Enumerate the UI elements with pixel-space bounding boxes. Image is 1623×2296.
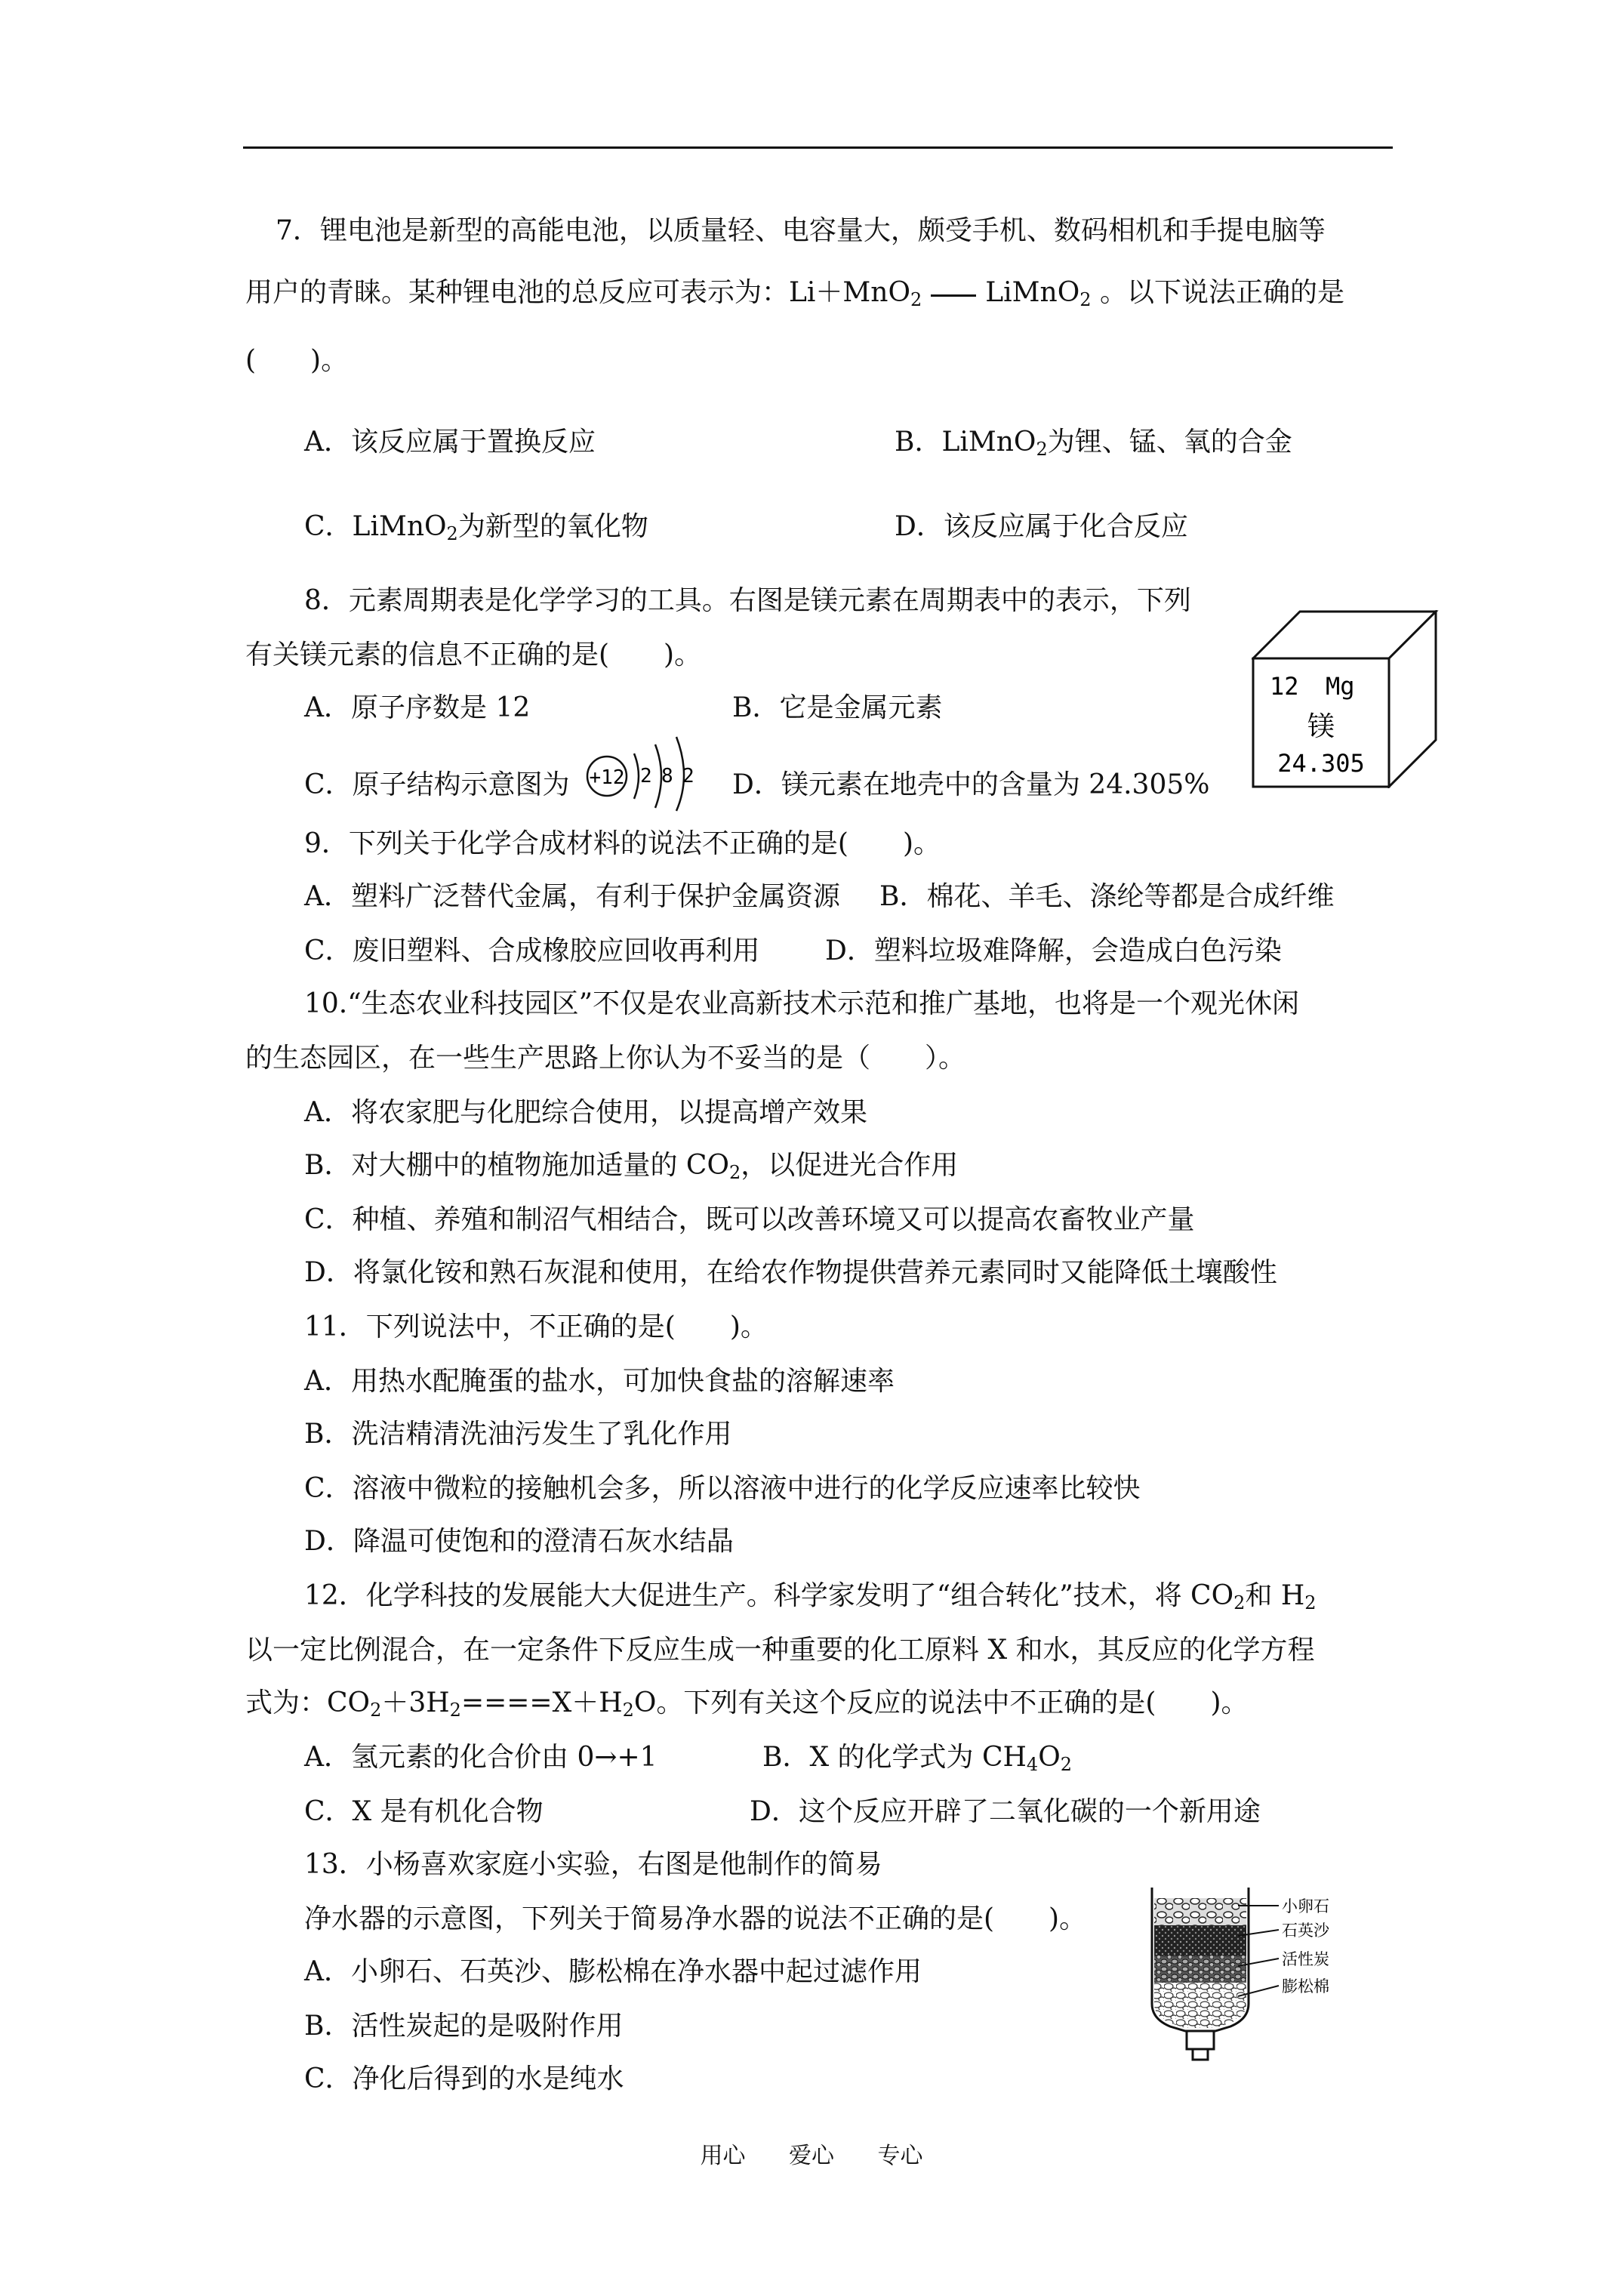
atom-structure-diagram bbox=[581, 729, 710, 812]
q9-option-a: A．塑料广泛替代金属，有利于保护金属资源 bbox=[304, 881, 840, 912]
shell-electrons-2: 8 bbox=[661, 765, 673, 787]
q7-option-c: C．LiMnO$_2$为新型的氧化物 bbox=[304, 511, 648, 544]
shell-electrons-1: 2 bbox=[640, 765, 652, 787]
q10-option-b: B．对大棚中的植物施加适量的 $CO_2$，以促进光合作用 bbox=[304, 1150, 959, 1183]
label-pebbles: 小卵石 bbox=[1282, 1897, 1329, 1915]
q9-option-b: B．棉花、羊毛、涤纶等都是合成纤维 bbox=[879, 881, 1335, 912]
header-rule bbox=[243, 146, 1393, 149]
q11-option-d: D．降温可使饱和的澄清石灰水结晶 bbox=[304, 1526, 734, 1557]
q7-line3: ( )。 bbox=[245, 345, 349, 376]
q8-option-d: D．镁元素在地壳中的含量为 24.305% bbox=[732, 769, 1210, 800]
q7-line2: 用户的青睐。某种锂电池的总反应可表示为：Li＋MnO$_2$ LiMnO$_2$ 。以下说法正确的是 bbox=[245, 277, 1344, 310]
nucleus-charge: +12 bbox=[589, 766, 625, 789]
q8-option-c: C．原子结构示意图为 bbox=[304, 769, 570, 800]
q9-option-c: C．废旧塑料、合成橡胶应回收再利用 bbox=[304, 935, 760, 966]
q11-option-c: C．溶液中微粒的接触机会多，所以溶液中进行的化学反应速率比较快 bbox=[304, 1473, 1141, 1504]
q11-option-b: B．洗洁精清洗油污发生了乳化作用 bbox=[304, 1419, 732, 1450]
q7-option-b: B．LiMnO$_2$为锂、锰、氧的合金 bbox=[895, 427, 1292, 460]
footer-text-1: 用心 bbox=[700, 2143, 746, 2169]
water-filter-diagram bbox=[1140, 1883, 1359, 2064]
sand-layer bbox=[1154, 1925, 1246, 1955]
q8-option-b: B．它是金属元素 bbox=[732, 692, 943, 723]
q12-line3: 式为：$CO_2+3H_2====X+H_2O$。下列有关这个反应的说法中不正确的是( )。 bbox=[245, 1687, 1249, 1721]
q7-option-d: D．该反应属于化合反应 bbox=[895, 511, 1188, 542]
equation-blank bbox=[931, 294, 976, 297]
q8-line1: 8．元素周期表是化学学习的工具。右图是镁元素在周期表中的表示，下列 bbox=[304, 585, 1191, 616]
q10-line2: 的生态园区，在一些生产思路上你认为不妥当的是（ ）。 bbox=[245, 1043, 966, 1074]
q10-line1: 10.“生态农业科技园区”不仅是农业高新技术示范和推广基地，也将是一个观光休闲 bbox=[304, 988, 1300, 1019]
q8-line2: 有关镁元素的信息不正确的是( )。 bbox=[245, 639, 702, 670]
footer-text-3: 专心 bbox=[877, 2143, 923, 2169]
q10-option-a: A．将农家肥与化肥综合使用，以提高增产效果 bbox=[304, 1097, 867, 1128]
q13-line1: 13．小杨喜欢家庭小实验，右图是他制作的简易 bbox=[304, 1849, 882, 1880]
label-carbon: 活性炭 bbox=[1282, 1950, 1329, 1968]
shell-arc-1 bbox=[634, 754, 639, 799]
element-number: 12 bbox=[1270, 672, 1299, 701]
q13-option-a: A．小卵石、石英沙、膨松棉在净水器中起过滤作用 bbox=[304, 1956, 922, 1987]
q9-option-d: D．塑料垃圾难降解，会造成白色污染 bbox=[825, 935, 1282, 966]
outlet-nozzle bbox=[1187, 2031, 1214, 2049]
q12-option-b: B．X 的化学式为 $CH_4O_2$ bbox=[762, 1742, 1072, 1775]
element-cube-mg bbox=[1252, 610, 1440, 788]
q13-option-b: B．活性炭起的是吸附作用 bbox=[304, 2011, 624, 2042]
cotton-layer bbox=[1154, 1983, 1246, 2028]
element-name: 镁 bbox=[1307, 711, 1335, 742]
element-symbol: Mg bbox=[1326, 672, 1355, 701]
q13-option-c: C．净化后得到的水是纯水 bbox=[304, 2063, 624, 2094]
q7-line1: 7．锂电池是新型的高能电池，以质量轻、电容量大，颇受手机、数码相机和手提电脑等 bbox=[276, 215, 1326, 246]
q12-option-c: C．X 是有机化合物 bbox=[304, 1796, 544, 1827]
shell-electrons-3: 2 bbox=[682, 765, 694, 787]
label-cotton: 膨松棉 bbox=[1282, 1977, 1329, 1996]
page-footer bbox=[0, 2137, 1623, 2170]
q12-line1: 12．化学科技的发展能大大促进生产。科学家发明了“组合转化”技术，将 $CO_2$和 $H_2$ bbox=[304, 1580, 1317, 1613]
q13-line2: 净水器的示意图，下列关于简易净水器的说法不正确的是( )。 bbox=[304, 1903, 1087, 1934]
q10-option-c: C．种植、养殖和制沼气相结合，既可以改善环境又可以提高农畜牧业产量 bbox=[304, 1204, 1195, 1235]
q11-line1: 11．下列说法中，不正确的是( )。 bbox=[304, 1311, 768, 1342]
footer-text-2: 爱心 bbox=[789, 2143, 834, 2169]
q7-option-a: A．该反应属于置换反应 bbox=[304, 427, 596, 458]
q10-option-d: D．将氯化铵和熟石灰混和使用，在给农作物提供营养元素同时又能降低土壤酸性 bbox=[304, 1257, 1277, 1288]
q11-option-a: A．用热水配腌蛋的盐水，可加快食盐的溶解速率 bbox=[304, 1366, 895, 1397]
q12-option-a: A．氢元素的化合价由 0→+1 bbox=[304, 1742, 658, 1773]
q12-option-d: D．这个反应开辟了二氧化碳的一个新用途 bbox=[750, 1796, 1261, 1827]
carbon-layer bbox=[1154, 1955, 1246, 1983]
pebble-layer bbox=[1154, 1898, 1246, 1925]
element-mass: 24.305 bbox=[1277, 749, 1365, 778]
q12-line2: 以一定比例混合，在一定条件下反应生成一种重要的化工原料 X 和水，其反应的化学方程 bbox=[245, 1635, 1315, 1666]
q8-option-a: A．原子序数是 12 bbox=[304, 692, 531, 723]
q9-line1: 9．下列关于化学合成材料的说法不正确的是( )。 bbox=[304, 828, 941, 859]
shell-arc-2 bbox=[655, 744, 661, 808]
label-sand: 石英沙 bbox=[1282, 1922, 1329, 1940]
outlet-tip bbox=[1193, 2049, 1208, 2060]
